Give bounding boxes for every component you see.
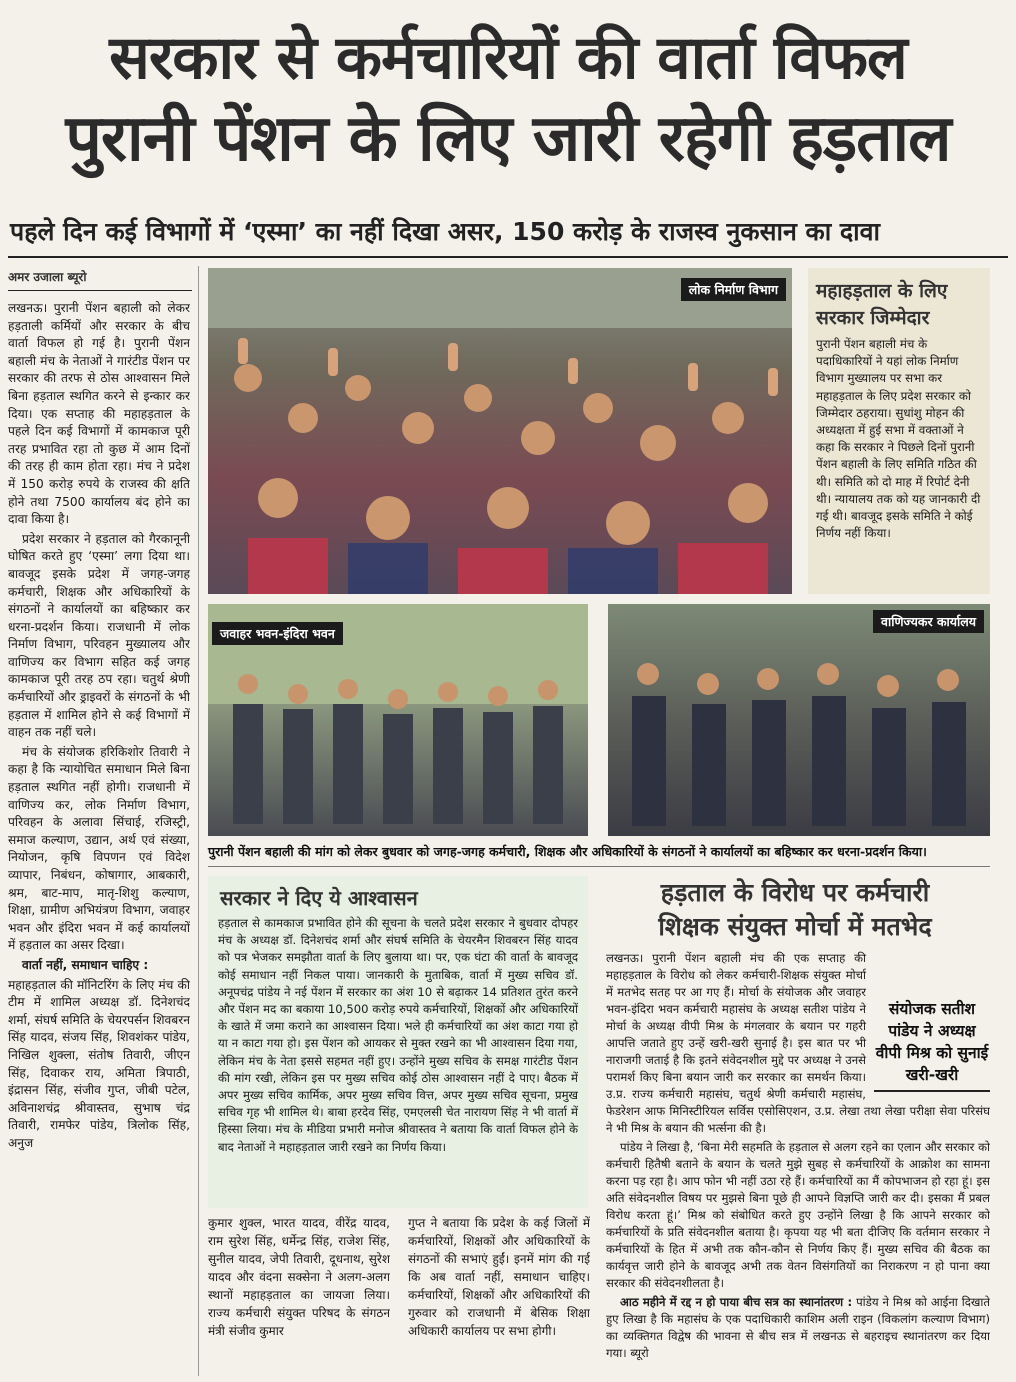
sidebar-title bbox=[808, 268, 990, 334]
sidebar-body: पुरानी पेंशन बहाली मंच के पदाधिकारियों ने यहां लोक निर्माण विभाग मुख्यालय पर सभा कर महाहड़ताल के लिए प्रदेश सरकार को जिम्मेदार ठहराया। सुधांशु मोहन की अध्यक्षता में हुई सभा में वक्ताओं ने कहा कि सरकार ने पिछले दिनों पुरानी पेंशन बहाली के लिए समिति गठित की थी। समिति को दो माह में रिपोर्ट देनी थी। न्यायालय तक को यह जानकारी दी गई थी। बावजूद इसके समिति ने कोई निर्णय नहीं किया। bbox=[816, 337, 981, 541]
top-rule bbox=[8, 256, 1008, 258]
assurance-body: हड़ताल से कामकाज प्रभावित होने की सूचना के चलते प्रदेश सरकार ने बुधवार दोपहर मंच के अध्यक्ष डॉ. दिनेशचंद शर्मा और संघर्ष समिति के चेयरमैन शिवबरन सिंह यादव को पत्र भेजकर समझौता वार्ता के लिए बुलाया था। पर, एक घंटा की वार्ता के बावजूद कोई समाधान नहीं निकल पाया। जानकारी के मुताबिक, वार्ता में मुख्य सचिव डॉ. अनूपचंद्र पांडेय ने नई पेंशन में सरकार का अंश 10 से बढ़ाकर 14 प्रतिशत तुरंत करने और पेंशन मद का बकाया 10,500 करोड़ रुपये कर्मचारियों, शिक्षकों और अधिकारियों के खाते में जमा कराने का आश्वासन दिया। भले ही कर्मचारियों का अंश काटा गया हो या न काटा गया हो। इस पेंशन को आयकर से मुक्त रखने का भी आश्वासन दिया गया, लेकिन मंच के नेता इससे सहमत नहीं हुए। उन्होंने मुख्य सचिव के समक्ष गारंटीड पेंशन की मांग रखी, लेकिन इस पर मुख्य सचिव कोई ठोस आश्वासन नहीं दे पाए। बैठक में अपर मुख्य सचिव कार्मिक, अपर मुख्य सचिव वित्त, अपर मुख्य सचिव सूचना, प्रमुख सचिव गृह भी शामिल थे। बाबा हरदेव सिंह, एमएलसी चेत नारायण सिंह ने भी वार्ता में हिस्सा लिया। मंच के मीडिया प्रभारी मनोज श्रीवास्तव ने बताया कि वार्ता विफल होने के बाद नेताओं ने महाहड़ताल जारी रखने का निर्णय किया। bbox=[218, 916, 578, 1154]
continuation-col-2: गुप्त ने बताया कि प्रदेश के कई जिलों में कर्मचारियों, शिक्षकों और अधिकारियों के संगठनों की सभाएं हुईं। इनमें मांग की गई कि अब वार्ता नहीं, समाधान चाहिए। कर्मचारियों, शिक्षकों और अधिकारियों की गुरुवार को राजधानी में बेसिक शिक्षा अधिकारी कार्यालय पर सभा होगी। bbox=[408, 1216, 590, 1338]
right-paragraph-2: पांडेय ने लिखा है, ‘बिना मेरी सहमति के हड़ताल से अलग रहने का एलान और सरकार को कर्मचारी हितैषी बताने के बयान के चलते मुझे सुबह से कर्मचारियों के आक्रोश का सामना करना पड़ रहा है। आप फोन भी नहीं उठा रहे हैं। कर्मचारियों का मैं कोपभाजन हो रहा हूं। इस अति संवेदनशील विषय पर मुझसे बिना पूछे ही आपने विज्ञप्ति जारी कर दी। इसका मैं प्रबल विरोध करता हूं।’ मिश्र को संबोधित करते हुए उन्होंने लिखा है कि आपने सरकार को कर्मचारियों के प्रति संवेदनशील बताया है। कृपया यह भी बता दीजिए कि वर्तमान सरकार ने कर्मचारियों के हित में अभी तक कौन-कौन से निर्णय किए हैं। मुख्य सचिव की बैठक का कार्यवृत्त जारी होने के बावजूद अभी तक वेतन विसंगतियों का निराकरण न हो पाना क्या सरकार की संवेदनशीलता है। bbox=[606, 1140, 990, 1290]
right-story-title-line-2: शिक्षक संयुक्त मोर्चा में मतभेद bbox=[658, 912, 932, 941]
main-photo-protest bbox=[208, 268, 792, 594]
left-column bbox=[8, 300, 190, 1378]
right-paragraph-1: लखनऊ। पुरानी पेंशन बहाली मंच की एक सप्ताह की महाहड़ताल के विरोध को लेकर कर्मचारी-शिक्षक संयुक्त मोर्चा में मतभेद सतह पर आ गए हैं। मोर्चा के संयोजक और जवाहर भवन-इंदिरा भवन कर्मचारी महासंघ के अध्यक्ष सतीश पांडेय ने मोर्चा के अध्यक्ष वीपी मिश्र के मंगलवार के बयान पर गहरी आपत्ति जताते हुए उन्हें खरी-खरी सुनाई है। इस बात पर भी नाराजगी जताई है कि इतने संवेदनशील मुद्दे पर अध्यक्ष ने उनसे परामर्श किए बिना बयान जारी कर सरकार का समर्थन किया। उ.प्र. राज्य कर्मचारी महासंघ, चतुर्थ श्रेणी कर्मचारी महासंघ, फेडरेशन आफ मिनिस्टीरियल सर्विस एसोसिएशन, उ.प्र. लेखा तथा लेखा परीक्षा सेवा परिसंघ ने भी मिश्र के बयान की भर्त्सना की है। bbox=[606, 951, 990, 1135]
photo-caption: पुरानी पेंशन बहाली की मांग को लेकर बुधवार को जगह-जगह कर्मचारी, शिक्षक और अधिकारियों के संगठनों ने कार्यालयों का बहिष्कार कर धरना-प्रदर्शन किया। bbox=[208, 844, 927, 859]
photo-vanijyakar-illustration bbox=[608, 604, 990, 836]
right-story-title bbox=[600, 876, 990, 944]
left-paragraph-2: प्रदेश सरकार ने हड़ताल को गैरकानूनी घोषित करते हुए ‘एस्मा’ लगा दिया था। बावजूद इसके प्रदेश में जगह-जगह कर्मचारी, शिक्षक और अधिकारियों के संगठनों ने कार्यालयों का बहिष्कार कर धरना-प्रदर्शन किया। राजधानी में लोक निर्माण विभाग, परिवहन मुख्यालय और वाणिज्य कर विभाग सहित कई जगह कामकाज पूरी तरह ठप रहा। चतुर्थ श्रेणी कर्मचारियों और ड्राइवरों के संगठनों के भी हड़ताल में शामिल होने से कई विभागों में वाहन तक नहीं चले। bbox=[8, 531, 190, 740]
right-paragraph-3-lead: आठ महीने में रद्द न हो पाया बीच सत्र का स्थानांतरण : bbox=[620, 1295, 853, 1309]
subheadline: पहले दिन कई विभागों में ‘एस्मा’ का नहीं दिखा असर, 150 करोड़ के राजस्व नुकसान का दावा bbox=[10, 217, 881, 246]
main-photo-tag: लोक निर्माण विभाग bbox=[681, 278, 786, 301]
left-subhead: वार्ता नहीं, समाधान चाहिए : bbox=[22, 957, 149, 972]
photo-jawahar-bhawan bbox=[208, 604, 588, 836]
assurance-title: सरकार ने दिए ये आश्वासन bbox=[220, 886, 418, 910]
byline: अमर उजाला ब्यूरो bbox=[8, 270, 87, 284]
photo-vanijyakar-karyalaya bbox=[608, 604, 990, 836]
column-divider bbox=[198, 266, 199, 1376]
sidebar-title-line-2: सरकार जिम्मेदार bbox=[816, 307, 930, 329]
right-paragraph-3 bbox=[606, 1294, 990, 1362]
pull-quote: संयोजक सतीश पांडेय ने अध्यक्ष वीपी मिश्र को सुनाई खरी-खरी bbox=[874, 994, 990, 1092]
main-photo-crowd-illustration bbox=[208, 268, 792, 594]
right-paragraph-3-text: पांडेय ने मिश्र को आईना दिखाते हुए लिखा है कि महासंघ के एक पदाधिकारी काशिम अली राइन (विकलांग कल्याण विभाग) का व्यक्तिगत विद्वेष की भावना से बीच सत्र में लखनऊ से बहराइच स्थानांतरण कर दिया गया। ब्यूरो bbox=[606, 1295, 990, 1360]
headline-line-2: पुरानी पेंशन के लिए जारी रहेगी हड़ताल bbox=[65, 102, 951, 176]
byline-rule bbox=[8, 290, 192, 291]
right-story-title-line-1: हड़ताल के विरोध पर कर्मचारी bbox=[660, 878, 930, 907]
right-story-body bbox=[606, 950, 990, 1378]
left-paragraph-4: महाहड़ताल की मॉनिटरिंग के लिए मंच की टीम में शामिल अध्यक्ष डॉ. दिनेशचंद शर्मा, संघर्ष समिति के चेयरपर्सन शिवबरन सिंह यादव, संजय सिंह, शिवशंकर पांडेय, निखिल शुक्ला, संतोष तिवारी, जीएन सिंह, दिवाकर राय, अमिता त्रिपाठी, इंद्रासन सिंह, संजीव गुप्त, जीबी पटेल, अविनाशचंद्र श्रीवास्तव, सुभाष चंद्र तिवारी, रामफेर पांडेय, त्रिलोक सिंह, अनुज bbox=[8, 977, 190, 1150]
right-photo-tag: वाणिज्यकर कार्यालय bbox=[873, 610, 984, 633]
assurance-box bbox=[208, 876, 588, 1208]
headline-line-1: सरकार से कर्मचारियों की वार्ता विफल bbox=[109, 23, 907, 93]
left-paragraph-1: लखनऊ। पुरानी पेंशन बहाली को लेकर हड़ताली कर्मियों और सरकार के बीच वार्ता विफल हो गई है। पुरानी पेंशन बहाली मंच के नेताओं ने गारंटीड पेंशन पर सरकार की तरफ से ठोस आश्वासन मिले बिना हड़ताल स्थगित करने से इन्कार कर दिया। एक सप्ताह की महाहड़ताल के पहले दिन कई विभागों में कामकाज पूरी तरह प्रभावित रहा तो कुछ में आम दिनों की तरह ही काम होता रहा। मंच ने प्रदेश में 150 करोड़ रुपये के राजस्व की क्षति होने तथा 7500 कार्यालय बंद होने का दावा किया है। bbox=[8, 301, 190, 527]
left-paragraph-3: मंच के संयोजक हरिकिशोर तिवारी ने कहा है कि न्यायोचित समाधान मिले बिना हड़ताल स्थगित नहीं होगी। राजधानी में वाणिज्य कर, लोक निर्माण विभाग, परिवहन के अलावा सिंचाई, रजिस्ट्री, समाज कल्याण, उद्यान, अर्थ एवं संख्या, नियोजन, कृषि विपणन एवं विदेश व्यापार, निबंधन, कोषागार, आबकारी, श्रम, बाट-माप, मातृ-शिशु कल्याण, शिक्षा, ग्रामीण अभियंत्रण विभाग, जवाहर भवन और इंदिरा भवन में कई कार्यालयों में हड़ताल का असर दिखा। bbox=[8, 744, 190, 953]
caption-rule bbox=[208, 866, 990, 867]
continuation-col-1: कुमार शुक्ल, भारत यादव, वीरेंद्र यादव, राम सुरेश सिंह, धर्मेन्द्र सिंह, राजेश सिंह, सुनील यादव, जेपी तिवारी, दूधनाथ, सुरेश यादव और वंदना सक्सेना ने अलग-अलग स्थानों महाहड़ताल का जायजा लिया। राज्य कर्मचारी संयुक्त परिषद के संगठन मंत्री संजीव कुमार bbox=[208, 1216, 390, 1338]
sidebar-box bbox=[808, 268, 990, 594]
sidebar-title-line-1: महाहड़ताल के लिए bbox=[816, 280, 948, 302]
left-photo-tag: जवाहर भवन-इंदिरा भवन bbox=[212, 622, 343, 645]
